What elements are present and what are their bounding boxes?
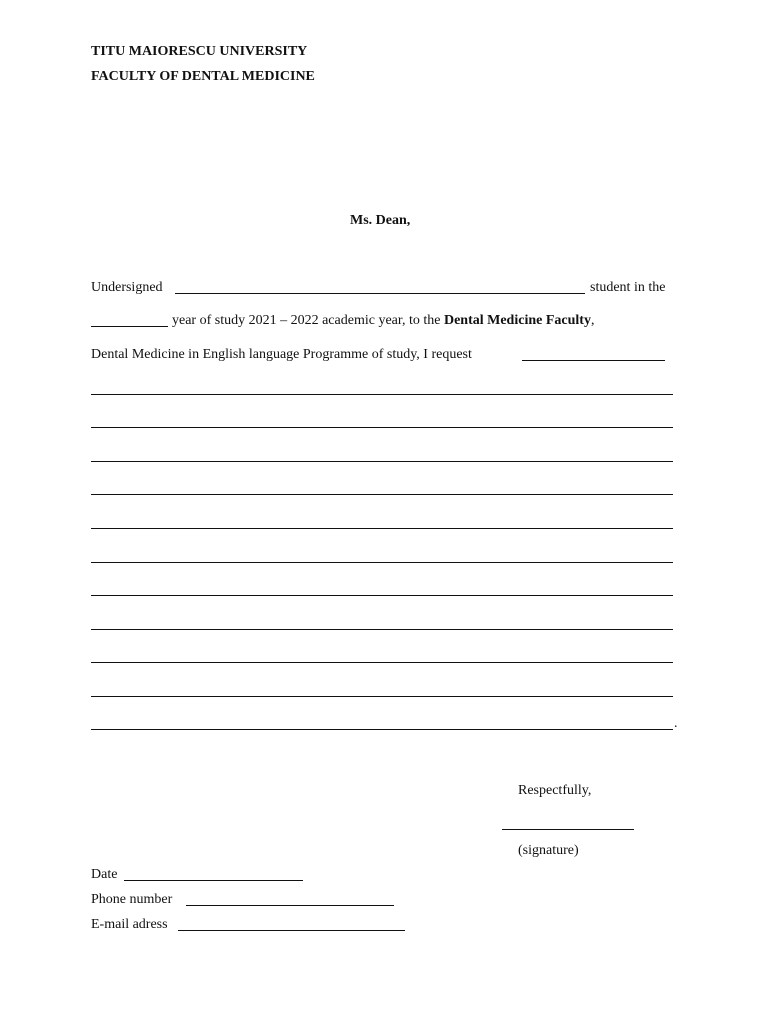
request-line[interactable] [91,595,673,596]
respectfully-text: Respectfully, [518,783,592,798]
faculty-bold-text: Dental Medicine Faculty [443,313,591,328]
salutation: Ms. Dean, [350,213,411,228]
faculty-name: FACULTY OF DENTAL MEDICINE [91,69,315,84]
request-line[interactable] [91,461,673,462]
year-of-study-text [172,313,594,329]
request-line[interactable] [91,494,673,495]
signature-label: (signature) [518,843,579,858]
email-label: E-mail adress [91,917,168,932]
university-name: TITU MAIORESCU UNIVERSITY [91,44,308,59]
student-name-field[interactable] [175,280,585,294]
final-period: . [674,716,678,731]
date-label: Date [91,867,118,882]
request-line[interactable] [91,394,673,395]
request-field[interactable] [522,347,665,361]
request-line[interactable] [91,562,673,563]
undersigned-label: Undersigned [91,280,163,295]
year-of-study-field[interactable] [91,313,168,327]
email-field[interactable] [178,917,405,931]
request-line[interactable] [91,629,673,630]
comma: , [590,313,595,328]
request-line[interactable] [91,729,673,730]
phone-field[interactable] [186,892,394,906]
request-line[interactable] [91,528,673,529]
request-line[interactable] [91,427,673,428]
phone-label: Phone number [91,892,173,907]
signature-field[interactable] [502,816,634,830]
student-in-the-text: student in the [590,280,666,295]
programme-text: Dental Medicine in English language Programme of study, I request [91,347,472,362]
request-line[interactable] [91,696,673,697]
year-of-study-label: year of study 2021 – 2022 academic year, to the [172,313,441,328]
date-field[interactable] [124,867,303,881]
request-line[interactable] [91,662,673,663]
